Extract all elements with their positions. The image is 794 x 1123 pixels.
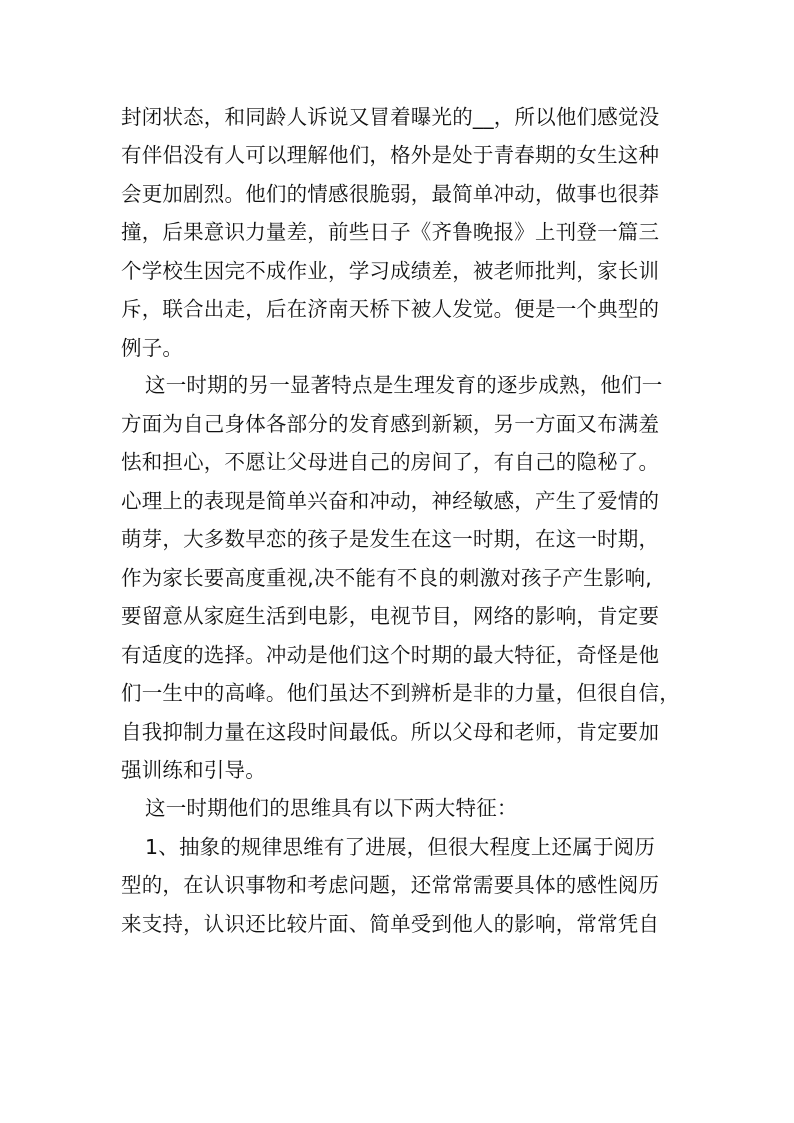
- text-line-2: 有伴侣没有人可以理解他们，格外是处于青春期的女生这种: [121, 143, 660, 167]
- text-line-22: 来支持，认识还比较片面、简单受到他人的影响，常常凭自: [121, 912, 660, 936]
- paragraph-3-line-1: 这一时期他们的思维具有以下两大特征：: [145, 796, 518, 820]
- text-line-12: 萌芽，大多数早恋的孩子是发生在这一时期，在这一时期，: [121, 527, 660, 551]
- text-line-17: 自我抑制力量在这段时间最低。所以父母和老师，肯定要加: [121, 720, 660, 744]
- text-line-15: 有适度的选择。冲动是他们这个时期的最大特征，奇怪是他: [121, 643, 660, 667]
- text-line-10: 怯和担心，不愿让父母进自己的房间了，有自己的隐秘了。: [121, 450, 660, 474]
- text-line-1: 封闭状态，和同龄人诉说又冒着曝光的__，所以他们感觉没: [121, 105, 660, 129]
- paragraph-2-line-1: 这一时期的另一显著特点是生理发育的逐步成熟，他们一: [145, 373, 663, 397]
- text-line-13: 作为家长要高度重视,决不能有不良的刺激对孩子产生影响,: [121, 566, 652, 590]
- text-line-3: 会更加剧烈。他们的情感很脆弱，最简单冲动，做事也很莽: [121, 182, 660, 206]
- text-line-4: 撞，后果意识力量差，前些日子《齐鲁晚报》上刊登一篇三: [121, 220, 660, 244]
- text-line-16: 们一生中的高峰。他们虽达不到辨析是非的力量，但很自信，: [121, 681, 680, 705]
- text-line-18: 强训练和引导。: [121, 758, 266, 782]
- text-line-21: 型的，在认识事物和考虑问题，还常常需要具体的感性阅历: [121, 873, 660, 897]
- text-line-6: 斥，联合出走，后在济南天桥下被人发觉。便是一个典型的: [121, 297, 660, 321]
- text-line-11: 心理上的表现是简单兴奋和冲动，神经敏感，产生了爱情的: [121, 489, 660, 513]
- list-item-1-line-1: 1、抽象的规律思维有了进展，但很大程度上还属于阅历: [145, 835, 656, 859]
- text-line-5: 个学校生因完不成作业，学习成绩差，被老师批判，家长训: [121, 259, 660, 283]
- text-line-9: 方面为自己身体各部分的发育感到新颖，另一方面又布满羞: [121, 412, 660, 436]
- text-line-14: 要留意从家庭生活到电影，电视节目，网络的影响，肯定要: [121, 604, 660, 628]
- text-line-7: 例子。: [121, 336, 184, 360]
